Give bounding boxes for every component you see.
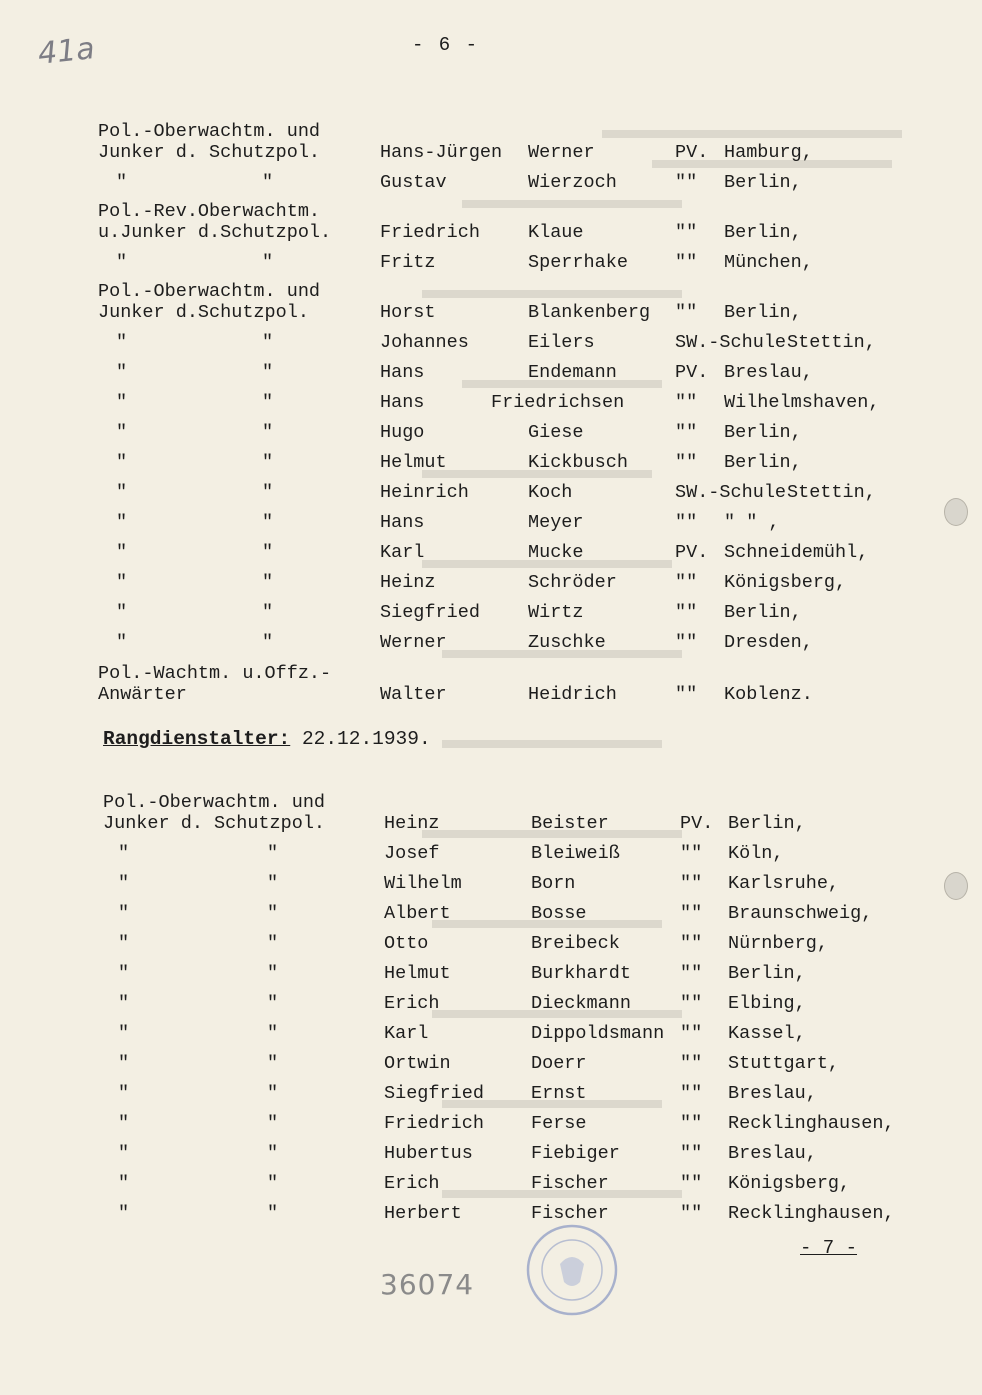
rank-ditto-mark: " — [267, 843, 279, 864]
last-name: Eilers — [528, 332, 595, 353]
last-name: Doerr — [531, 1053, 587, 1074]
first-name: Hans — [380, 362, 425, 383]
seniority-heading-label: Rangdienstalter: — [103, 728, 291, 750]
rank-ditto-mark: " — [262, 392, 274, 413]
rank-ditto-mark: " — [116, 362, 128, 383]
unit: "" — [680, 1203, 703, 1224]
rank-ditto-mark: " — [267, 1143, 279, 1164]
rank-ditto-mark: " — [262, 362, 274, 383]
unit: PV. — [675, 362, 709, 383]
rank-ditto-mark: " — [267, 1023, 279, 1044]
next-page-marker: - 7 - — [800, 1237, 858, 1259]
unit: "" — [675, 512, 698, 533]
first-name: Karl — [384, 1023, 429, 1044]
city: Berlin, — [724, 422, 802, 443]
unit: "" — [675, 602, 698, 623]
rank-ditto-mark: " — [116, 332, 128, 353]
rank-ditto-mark: " — [262, 632, 274, 653]
rank-ditto-mark: " — [118, 993, 130, 1014]
unit: "" — [675, 172, 698, 193]
city: Schneidemühl, — [724, 542, 869, 563]
last-name: Klaue — [528, 222, 584, 243]
city: Königsberg, — [724, 572, 847, 593]
unit: "" — [680, 993, 703, 1014]
first-name: Hans — [380, 512, 425, 533]
last-name: Breibeck — [531, 933, 620, 954]
last-name: Ferse — [531, 1113, 587, 1134]
city: Berlin, — [724, 452, 802, 473]
first-name: Albert — [384, 903, 451, 924]
city: " " , — [724, 512, 780, 533]
first-name: Herbert — [384, 1203, 462, 1224]
rank-label: Pol.-Oberwachtm. und Junker d. Schutzpol. — [103, 792, 326, 834]
rank-ditto-mark: " — [116, 252, 128, 273]
rank-ditto-mark: " — [118, 843, 130, 864]
last-name: Friedrichsen — [491, 392, 625, 413]
unit: "" — [675, 222, 698, 243]
rank-label: Pol.-Rev.Oberwachtm. u.Junker d.Schutzpol. — [98, 201, 332, 243]
first-name: Friedrich — [384, 1113, 484, 1134]
unit: "" — [675, 572, 698, 593]
unit: SW.-Schule — [675, 482, 787, 503]
last-name: Fiebiger — [531, 1143, 620, 1164]
rank-ditto-mark: " — [262, 542, 274, 563]
last-name: Born — [531, 873, 576, 894]
rank-ditto-mark: " — [116, 602, 128, 623]
city: Dresden, — [724, 632, 813, 653]
last-name: Dieckmann — [531, 993, 631, 1014]
rank-label: Pol.-Oberwachtm. und Junker d.Schutzpol. — [98, 281, 321, 323]
city: Köln, — [728, 843, 784, 864]
seniority-heading-date: 22.12.1939. — [301, 728, 431, 750]
rank-ditto-mark: " — [267, 1053, 279, 1074]
first-name: Hans — [380, 392, 425, 413]
unit: SW.-Schule — [675, 332, 787, 353]
unit: "" — [680, 873, 703, 894]
rank-ditto-mark: " — [267, 993, 279, 1014]
city: Stettin, — [787, 332, 876, 353]
rank-ditto-mark: " — [118, 933, 130, 954]
first-name: Hubertus — [384, 1143, 473, 1164]
first-name: Erich — [384, 993, 440, 1014]
last-name: Fischer — [531, 1173, 609, 1194]
last-name: Werner — [528, 142, 595, 163]
city: Karlsruhe, — [728, 873, 840, 894]
city: München, — [724, 252, 813, 273]
rank-ditto-mark: " — [267, 873, 279, 894]
unit: "" — [675, 252, 698, 273]
first-name: Fritz — [380, 252, 436, 273]
first-name: Walter — [380, 684, 447, 705]
city: Kassel, — [728, 1023, 806, 1044]
rank-ditto-mark: " — [267, 933, 279, 954]
city: Nürnberg, — [728, 933, 828, 954]
rank-ditto-mark: " — [116, 452, 128, 473]
last-name: Burkhardt — [531, 963, 631, 984]
rank-ditto-mark: " — [262, 332, 274, 353]
city: Breslau, — [728, 1083, 817, 1104]
rank-ditto-mark: " — [116, 422, 128, 443]
unit: "" — [680, 933, 703, 954]
unit: "" — [680, 1083, 703, 1104]
city: Berlin, — [724, 602, 802, 623]
rank-ditto-mark: " — [116, 512, 128, 533]
last-name: Kickbusch — [528, 452, 628, 473]
rank-ditto-mark: " — [116, 392, 128, 413]
pencil-folio-mark: 41a — [36, 31, 97, 72]
rank-ditto-mark: " — [262, 252, 274, 273]
first-name: Karl — [380, 542, 425, 563]
city: Berlin, — [728, 963, 806, 984]
last-name: Mucke — [528, 542, 584, 563]
rank-ditto-mark: " — [267, 1173, 279, 1194]
rank-ditto-mark: " — [267, 963, 279, 984]
rank-ditto-mark: " — [262, 422, 274, 443]
rank-ditto-mark: " — [118, 1173, 130, 1194]
unit: "" — [680, 1143, 703, 1164]
city: Koblenz. — [724, 684, 813, 705]
last-name: Bosse — [531, 903, 587, 924]
unit: "" — [675, 684, 698, 705]
first-name: Otto — [384, 933, 429, 954]
first-name: Josef — [384, 843, 440, 864]
rank-ditto-mark: " — [116, 482, 128, 503]
first-name: Heinz — [380, 572, 436, 593]
rank-ditto-mark: " — [116, 172, 128, 193]
unit: "" — [680, 843, 703, 864]
rank-ditto-mark: " — [116, 572, 128, 593]
unit: "" — [680, 1113, 703, 1134]
rank-ditto-mark: " — [118, 1113, 130, 1134]
rank-label: Pol.-Oberwachtm. und Junker d. Schutzpol. — [98, 121, 321, 163]
unit: PV. — [675, 542, 709, 563]
city: Berlin, — [724, 302, 802, 323]
rank-ditto-mark: " — [262, 602, 274, 623]
unit: "" — [680, 1023, 703, 1044]
last-name: Blankenberg — [528, 302, 651, 323]
rank-ditto-mark: " — [267, 903, 279, 924]
archive-number: 36074 — [380, 1268, 475, 1301]
last-name: Sperrhake — [528, 252, 628, 273]
city: Stuttgart, — [728, 1053, 840, 1074]
rank-ditto-mark: " — [118, 963, 130, 984]
rank-ditto-mark: " — [118, 1143, 130, 1164]
last-name: Wirtz — [528, 602, 584, 623]
official-stamp — [522, 1220, 622, 1320]
city: Recklinghausen, — [728, 1203, 895, 1224]
rank-ditto-mark: " — [262, 512, 274, 533]
rank-ditto-mark: " — [118, 1053, 130, 1074]
last-name: Meyer — [528, 512, 584, 533]
rank-ditto-mark: " — [262, 172, 274, 193]
rank-ditto-mark: " — [267, 1203, 279, 1224]
last-name: Bleiweiß — [531, 843, 620, 864]
last-name: Wierzoch — [528, 172, 617, 193]
rank-ditto-mark: " — [262, 452, 274, 473]
first-name: Johannes — [380, 332, 469, 353]
unit: "" — [680, 1173, 703, 1194]
last-name: Endemann — [528, 362, 617, 383]
last-name: Ernst — [531, 1083, 587, 1104]
last-name: Zuschke — [528, 632, 606, 653]
rank-ditto-mark: " — [267, 1083, 279, 1104]
unit: "" — [680, 1053, 703, 1074]
first-name: Helmut — [380, 452, 447, 473]
last-name: Giese — [528, 422, 584, 443]
rank-ditto-mark: " — [267, 1113, 279, 1134]
last-name: Fischer — [531, 1203, 609, 1224]
first-name: Ortwin — [384, 1053, 451, 1074]
first-name: Siegfried — [380, 602, 480, 623]
punch-hole-top — [944, 498, 968, 526]
unit: "" — [675, 392, 698, 413]
unit: "" — [675, 452, 698, 473]
first-name: Helmut — [384, 963, 451, 984]
seniority-heading — [103, 728, 431, 750]
rank-ditto-mark: " — [118, 903, 130, 924]
first-name: Wilhelm — [384, 873, 462, 894]
unit: PV. — [675, 142, 709, 163]
city: Breslau, — [728, 1143, 817, 1164]
rank-ditto-mark: " — [118, 873, 130, 894]
city: Wilhelmshaven, — [724, 392, 880, 413]
rank-ditto-mark: " — [118, 1083, 130, 1104]
city: Recklinghausen, — [728, 1113, 895, 1134]
last-name: Schröder — [528, 572, 617, 593]
first-name: Heinz — [384, 813, 440, 834]
first-name: Friedrich — [380, 222, 480, 243]
page-number: - 6 - — [412, 34, 480, 56]
city: Breslau, — [724, 362, 813, 383]
rank-ditto-mark: " — [118, 1023, 130, 1044]
last-name: Dippoldsmann — [531, 1023, 665, 1044]
city: Berlin, — [724, 172, 802, 193]
unit: "" — [680, 963, 703, 984]
city: Berlin, — [724, 222, 802, 243]
first-name: Erich — [384, 1173, 440, 1194]
first-name: Gustav — [380, 172, 447, 193]
rank-ditto-mark: " — [262, 572, 274, 593]
first-name: Werner — [380, 632, 447, 653]
city: Hamburg, — [724, 142, 813, 163]
rank-label: Pol.-Wachtm. u.Offz.- Anwärter — [98, 663, 332, 705]
unit: "" — [675, 632, 698, 653]
first-name: Hugo — [380, 422, 425, 443]
unit: PV. — [680, 813, 714, 834]
city: Elbing, — [728, 993, 806, 1014]
first-name: Siegfried — [384, 1083, 484, 1104]
last-name: Beister — [531, 813, 609, 834]
unit: "" — [675, 422, 698, 443]
city: Königsberg, — [728, 1173, 851, 1194]
last-name: Koch — [528, 482, 573, 503]
city: Berlin, — [728, 813, 806, 834]
city: Stettin, — [787, 482, 876, 503]
unit: "" — [675, 302, 698, 323]
rank-ditto-mark: " — [116, 632, 128, 653]
unit: "" — [680, 903, 703, 924]
punch-hole-bottom — [944, 872, 968, 900]
first-name: Horst — [380, 302, 436, 323]
rank-ditto-mark: " — [116, 542, 128, 563]
city: Braunschweig, — [728, 903, 873, 924]
last-name: Heidrich — [528, 684, 617, 705]
first-name: Hans-Jürgen — [380, 142, 503, 163]
rank-ditto-mark: " — [118, 1203, 130, 1224]
first-name: Heinrich — [380, 482, 469, 503]
rank-ditto-mark: " — [262, 482, 274, 503]
